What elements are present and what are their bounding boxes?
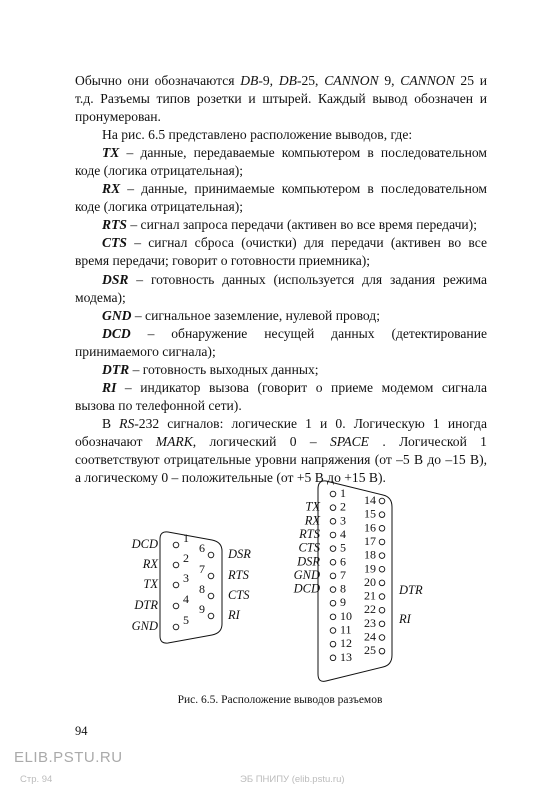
- pin-hole: [208, 593, 214, 599]
- term: CTS: [102, 235, 127, 251]
- definition-text: – готовность данных (используется для задания режима модема);: [75, 271, 487, 305]
- pin-label: DTR: [399, 583, 423, 597]
- pin-label: RI: [399, 612, 411, 626]
- pin-hole: [379, 566, 385, 572]
- pin-number: 15: [364, 506, 376, 521]
- pin-number: 25: [364, 643, 376, 658]
- pin-hole: [379, 621, 385, 627]
- pin-number: 1: [183, 531, 189, 545]
- pin-label: DTR: [134, 598, 158, 612]
- definition-text: – данные, принимаемые компьютером в последовательном коде (логика отрицательная);: [75, 181, 487, 215]
- pin-hole: [173, 624, 179, 630]
- pin-hole: [173, 542, 179, 548]
- term: RI: [102, 379, 117, 395]
- pin-label: CTS: [298, 540, 320, 555]
- pin-number: 6: [199, 541, 205, 555]
- pin-label: RI: [228, 608, 240, 622]
- pin-hole: [208, 552, 214, 558]
- definition-text: – сигнал запроса передачи (активен во все время передачи);: [126, 217, 477, 233]
- pin-number: 13: [340, 649, 352, 664]
- pin-number: 18: [364, 547, 376, 562]
- paragraph-fig-ref: На рис. 6.5 представлено расположение выводов, где:: [102, 127, 413, 143]
- term: GND: [102, 307, 132, 323]
- db9-outline: [160, 532, 222, 643]
- definition-text: – обнаружение несущей данных (детектирование принимаемого сигнала);: [75, 325, 487, 359]
- term: RTS: [102, 217, 127, 233]
- term: DTR: [102, 361, 130, 377]
- pin-hole: [330, 559, 336, 565]
- pin-number: 8: [199, 582, 205, 596]
- rs232-text: -232 сигналов: логические 1 и 0. Логическую 1 иногда обозначают: [75, 415, 488, 449]
- pin-number: 9: [340, 595, 346, 610]
- pin-number: 3: [340, 513, 346, 528]
- intro-text: 25 и т.д. Разъемы типов розетки и штырей. Каждый вывод обозначен и пронумерован.: [75, 73, 487, 125]
- pin-hole: [330, 573, 336, 579]
- pin-label: DSR: [228, 547, 251, 561]
- intro-text: 9,: [378, 73, 401, 88]
- page-number: 94: [75, 724, 88, 738]
- pin-hole: [330, 546, 336, 552]
- rs232-text: В: [102, 415, 120, 431]
- pin-label: GND: [293, 567, 320, 582]
- pin-number: 4: [183, 592, 189, 606]
- pin-hole: [330, 628, 336, 634]
- pin-hole: [379, 539, 385, 545]
- figure-caption: Рис. 6.5. Расположение выводов разъемов: [177, 694, 383, 706]
- pin-number: 1: [340, 486, 346, 500]
- pin-hole: [379, 594, 385, 600]
- pin-label: RX: [142, 557, 158, 571]
- term: DCD: [102, 325, 131, 341]
- pin-number: 9: [199, 602, 205, 616]
- db9-connector: [131, 531, 252, 643]
- pin-hole: [330, 641, 336, 647]
- pin-hole: [330, 532, 336, 538]
- definition-text: – индикатор вызова (говорит о приеме модемом сигнала вызова по телефонной сети).: [75, 379, 487, 413]
- intro-text: -9,: [258, 73, 279, 88]
- term-db: DB: [278, 73, 297, 88]
- footer-source: ЭБ ПНИПУ (elib.pstu.ru): [240, 774, 345, 785]
- pin-number: 22: [364, 602, 376, 617]
- pin-number: 12: [340, 636, 352, 651]
- pin-number: 10: [340, 608, 352, 623]
- pin-number: 3: [183, 571, 189, 585]
- term: TX: [102, 145, 120, 161]
- pin-label: TX: [143, 577, 158, 591]
- pin-hole: [330, 587, 336, 593]
- pin-number: 24: [364, 629, 376, 644]
- pin-hole: [379, 607, 385, 613]
- pin-number: 19: [364, 561, 376, 576]
- pin-label: RX: [304, 513, 320, 528]
- pin-hole: [379, 648, 385, 654]
- pin-hole: [330, 505, 336, 511]
- pin-label: DCD: [293, 581, 320, 596]
- term-db: DB: [240, 73, 259, 88]
- term-rs: RS: [119, 415, 135, 431]
- pin-number: 16: [364, 520, 376, 535]
- pin-number: 20: [364, 574, 376, 589]
- term-cannon: CANNON: [400, 73, 455, 88]
- term-cannon: CANNON: [324, 73, 379, 88]
- term-space: SPACE: [329, 433, 369, 449]
- pin-number: 6: [340, 554, 346, 569]
- pin-hole: [330, 614, 336, 620]
- pin-number: 4: [340, 526, 346, 541]
- pin-label: CTS: [228, 588, 250, 602]
- definition-text: – сигнальное заземление, нулевой провод;: [131, 307, 380, 323]
- rs232-text: . Логической 1 соответствуют отрицательные уровни напряжения (от –5 В до –15 В), а логическому 0 – положительные (от +5 В до +15 В).: [75, 433, 487, 486]
- pin-hole: [330, 491, 336, 497]
- pin-hole: [208, 613, 214, 619]
- definition-text: – сигнал сброса (очистки) для передачи (активен во все время передачи; говорит о готовности приемника);: [75, 235, 487, 269]
- pin-label: RTS: [299, 526, 320, 541]
- pin-hole: [379, 580, 385, 586]
- pin-number: 14: [364, 493, 376, 507]
- pin-number: 5: [340, 540, 346, 555]
- pin-hole: [173, 582, 179, 588]
- pin-label: RTS: [228, 568, 249, 582]
- db25-outline: [318, 481, 392, 681]
- pin-number: 2: [183, 551, 189, 565]
- pin-hole: [330, 600, 336, 606]
- pin-hole: [330, 519, 336, 525]
- pin-number: 11: [340, 622, 352, 637]
- term: RX: [102, 181, 121, 197]
- term-mark: MARK: [155, 433, 193, 449]
- pin-hole: [330, 655, 336, 661]
- term: DSR: [102, 271, 129, 287]
- pin-hole: [379, 635, 385, 641]
- pin-hole: [173, 562, 179, 568]
- pin-number: 7: [340, 567, 346, 582]
- pin-hole: [379, 498, 385, 504]
- footer-page-label: Стр. 94: [20, 774, 53, 785]
- pin-hole: [379, 553, 385, 559]
- pin-hole: [379, 526, 385, 532]
- intro-text: -25,: [296, 73, 325, 88]
- pin-number: 5: [183, 613, 189, 627]
- pin-number: 2: [340, 499, 346, 514]
- intro-text: Обычно они обозначаются: [75, 73, 241, 88]
- definition-text: – готовность выходных данных;: [129, 361, 319, 377]
- pin-label: GND: [131, 619, 158, 633]
- pin-number: 8: [340, 581, 346, 596]
- pin-label: DCD: [131, 537, 158, 551]
- pin-hole: [208, 573, 214, 579]
- db25-connector: [293, 481, 423, 681]
- pin-number: 23: [364, 615, 376, 630]
- pin-hole: [379, 512, 385, 518]
- pin-label: DSR: [297, 554, 320, 569]
- rs232-text: , логический 0 –: [192, 433, 330, 449]
- pin-number: 7: [199, 562, 205, 576]
- pin-number: 21: [364, 588, 376, 603]
- pin-hole: [173, 603, 179, 609]
- watermark: ELIB.PSTU.RU: [14, 749, 123, 766]
- pin-number: 17: [364, 533, 376, 548]
- pin-label: TX: [305, 499, 320, 514]
- definition-text: – данные, передаваемые компьютером в последовательном коде (логика отрицательная);: [75, 145, 487, 179]
